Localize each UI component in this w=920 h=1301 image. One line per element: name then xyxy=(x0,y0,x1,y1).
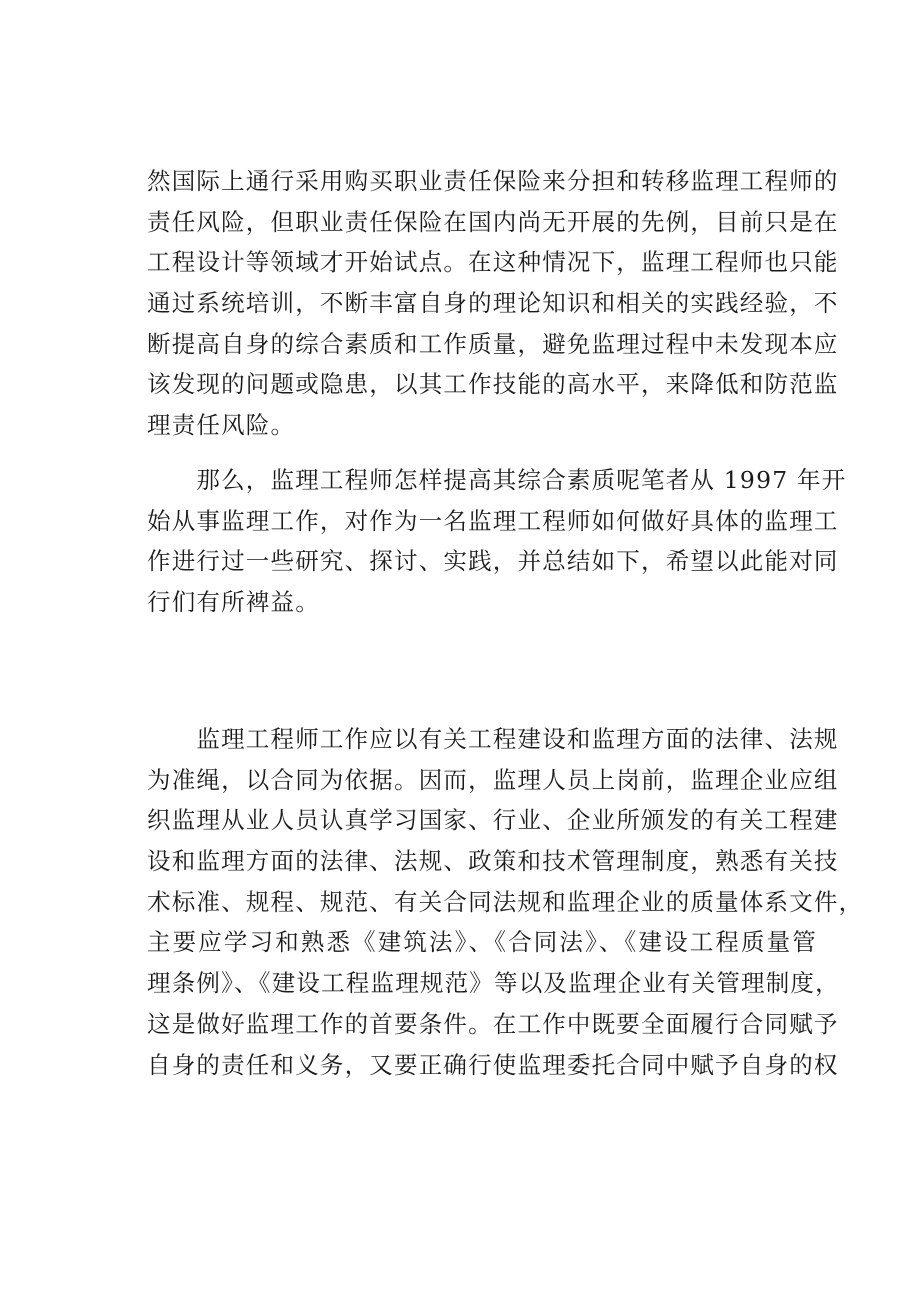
text-line: 工程设计等领域才开始试点。在这种情况下，监理工程师也只能 xyxy=(147,248,839,277)
text-line: 自身的责任和义务，又要正确行使监理委托合同中赋予自身的权 xyxy=(147,1050,839,1079)
text-line: 那么，监理工程师怎样提高其综合素质呢笔者从 1997 年开 xyxy=(147,466,847,494)
text-line: 作进行过一些研究、探讨、实践，并总结如下，希望以此能对同 xyxy=(147,547,839,576)
paragraph-liability-risk xyxy=(147,161,839,446)
text-line: 理责任风险。 xyxy=(147,411,296,440)
paragraph-laws-and-contracts xyxy=(147,719,864,1085)
text-line: 设和监理方面的法律、法规、政策和技术管理制度，熟悉有关技 xyxy=(147,847,839,876)
section-heading-1 xyxy=(147,637,817,718)
text-line: 为准绳，以合同为依据。因而，监理人员上岗前，监理企业应组 xyxy=(147,765,839,794)
heading-line xyxy=(147,678,817,719)
text-line: 这是做好监理工作的首要条件。在工作中既要全面履行合同赋予 xyxy=(147,1009,839,1038)
text-line: 织监理从业人员认真学习国家、行业、企业所颁发的有关工程建 xyxy=(147,806,839,835)
text-line: 始从事监理工作，对作为一名监理工程师如何做好具体的监理工 xyxy=(147,506,839,535)
text-line: 通过系统培训，不断丰富自身的理论知识和相关的实践经验，不 xyxy=(147,289,839,318)
text-line: 然国际上通行采用购买职业责任保险来分担和转移监理工程师的 xyxy=(147,167,839,195)
text-line: 主要应学习和熟悉《建筑法》、《合同法》、《建设工程质量管 xyxy=(147,928,817,957)
paragraph-author-intro xyxy=(147,460,847,623)
text-line: 责任风险，但职业责任保险在国内尚无开展的先例，目前只是在 xyxy=(147,207,839,236)
heading-line xyxy=(147,637,817,678)
text-line: 理条例》、《建设工程监理规范》等以及监理企业有关管理制度， xyxy=(147,969,840,998)
text-line: 该发现的问题或隐患，以其工作技能的高水平，来降低和防范监 xyxy=(147,370,839,399)
text-line: 监理工程师工作应以有关工程建设和监理方面的法律、法规 xyxy=(147,725,839,753)
text-line: 术标准、规程、规范、有关合同法规和监理企业的质量体系文件， xyxy=(147,887,864,916)
text-line: 断提高自身的综合素质和工作质量，避免监理过程中未发现本应 xyxy=(147,329,839,358)
text-line: 行们有所裨益。 xyxy=(147,588,320,617)
